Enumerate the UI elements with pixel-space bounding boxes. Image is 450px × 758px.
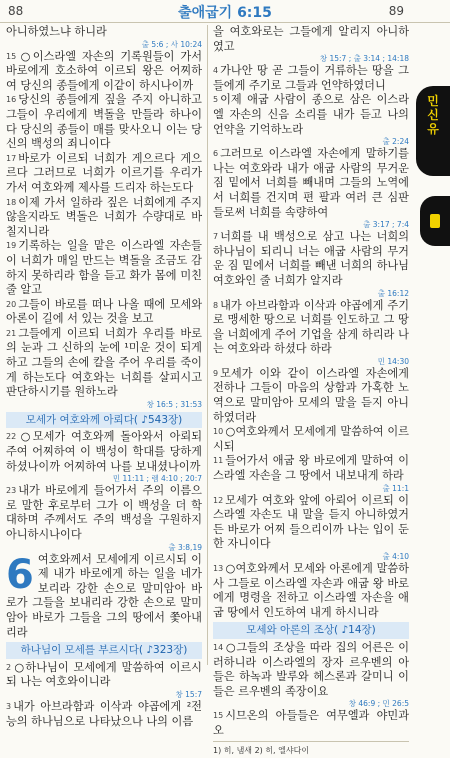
- verse-text: ○이스라엘 자손의 기록원들이 가서 바로에게 호소하여 이르되 왕은 어찌하여 당신의 종들에게 이같이 하시나이까: [6, 49, 202, 92]
- cross-reference: 출 3:17 ; 7:4: [363, 220, 409, 230]
- cross-reference: 출 16:12: [377, 288, 409, 298]
- footnote: 1) 히, 냄새 2) 히, 엘샤다이: [213, 741, 409, 758]
- verse-number: 22: [6, 432, 17, 442]
- book-index-tab-label: 민신유: [427, 94, 439, 136]
- running-title: 출애굽기 6:15: [178, 5, 272, 21]
- verse-number: 5: [213, 95, 219, 105]
- verse-text: 바로가 이르되 너희가 게으르다 게으르다 그러므로 너희가 이르기를 우리가 가서 여호와께 제사를 드리자 하는도다: [6, 151, 202, 194]
- verse-number: 10: [213, 427, 224, 437]
- verse-number: 19: [6, 241, 17, 251]
- cross-reference: 창 46:9 ; 민 26:5: [348, 699, 409, 709]
- verse-number: 7: [213, 232, 219, 242]
- cross-reference: 출 2:24: [382, 137, 409, 147]
- verse-text: 을 여호와로는 그들에게 알리지 아니하였고: [213, 25, 409, 53]
- verse-text: 그들에게 이르되 너희가 우리를 바로의 눈과 그 신하의 눈에 ¹미운 것이 되게 하고 그들의 손에 칼을 주어 우리를 죽이게 하는도다 여호와는 너희를 살피시고 판단하시기를 원하노라: [6, 326, 202, 399]
- verse-text: ○그들의 조상을 따라 집의 어른은 이러하니라 이스라엘의 장자 르우벤의 아들은 하녹과 발루와 헤스론과 갈미니 이들은 르우벤의 족장이요: [213, 640, 409, 698]
- verse: [213, 709, 409, 738]
- section-heading: 모세가 여호와께 아뢰다( ♪543장): [6, 412, 202, 429]
- verse-text: 아니하였느냐 하니라: [6, 25, 107, 38]
- verse-text: 그들이 바로를 떠나 나올 때에 모세와 아론이 길에 서 있는 것을 보고: [6, 297, 202, 326]
- cross-reference: 출 4:10: [382, 552, 409, 561]
- verse: [213, 641, 409, 699]
- verse-number: 8: [213, 300, 219, 310]
- cross-reference: 출 3:8,19: [168, 542, 202, 552]
- column-divider: [207, 25, 208, 665]
- verse: [213, 299, 409, 357]
- chapter-number: 6: [6, 551, 34, 598]
- verse-number: 12: [213, 495, 224, 505]
- verse-text: 내가 아브라함과 이삭과 야곱에게 주기로 맹세한 땅으로 너희를 인도하고 그 땅을 너희에게 주어 기업을 삼게 하리라 나는 여호와라 하셨다 하라: [213, 298, 409, 356]
- verse: [213, 562, 409, 620]
- verse-text: 내가 아브라함과 이삭과 야곱에게 ²전능의 하나님으로 나타났으나 나의 이름: [6, 699, 202, 728]
- verse-number: 2: [6, 662, 12, 672]
- verse-text: 이제 가서 일하라 짚은 너희에게 주지 않을지라도 벽돌은 너희가 수량대로 바칠지니라: [6, 195, 202, 238]
- verse: [6, 298, 202, 327]
- verse: [6, 152, 202, 196]
- book-index-tab[interactable]: [416, 86, 450, 176]
- cross-reference: 출 11:1: [382, 483, 409, 493]
- left-page-number: 88: [8, 4, 24, 18]
- verse-text: 모세가 이와 같이 이스라엘 자손에게 전하나 그들이 마음의 상함과 가혹한 노역으로 말미암아 모세의 말을 듣지 아니하였더라: [213, 366, 409, 424]
- verse-number: 21: [6, 328, 17, 338]
- verse: [213, 64, 409, 93]
- verse: [213, 425, 409, 454]
- verse-text: ○모세가 여호와께 돌아와서 아뢰되 주여 어찌하여 이 백성이 학대를 당하게 하셨나이까 어찌하여 나를 보내셨나이까: [6, 430, 202, 473]
- verse-number: 13: [213, 564, 224, 573]
- section-heading: 모세와 아론의 조상( ♪14장): [213, 622, 409, 639]
- verse-text: 가나안 땅 곧 그들이 거류하는 땅을 그들에게 주기로 그들과 언약하였더니: [213, 64, 409, 92]
- verse-number: 15: [213, 711, 224, 721]
- verse-text: 당신의 종들에게 짚을 주지 아니하고 그들이 우리에게 벽돌을 만들라 하나이다 당신의 종들이 매를 맞사오니 이는 당신의 백성의 죄니이다: [6, 93, 202, 151]
- verse-text: 시므온의 아들들은 여무엘과 야민과 오: [213, 709, 409, 737]
- verse-number: 14: [213, 642, 224, 652]
- verse-number: 4: [213, 66, 219, 76]
- verse: [213, 494, 409, 552]
- verse: [213, 147, 409, 220]
- verse: [6, 93, 202, 151]
- verse: [213, 230, 409, 288]
- cross-reference: 창 15:7: [175, 689, 202, 699]
- verse: [213, 25, 409, 54]
- verse-text: ○하나님이 모세에게 말씀하여 이르시되 나는 여호와이니라: [6, 660, 202, 689]
- verse: [6, 700, 202, 729]
- verse-text: 여호와께서 모세에게 이르시되 이제 내가 바로에게 하는 일을 네가 보리라 강한 손으로 말미암아 바로가 그들을 보내리라 강한 손으로 말미암아 바로가 그들을 그의 땅에서 쫓아내리라: [6, 552, 202, 639]
- verse-number: 23: [6, 486, 17, 496]
- verse-text: 모세가 여호와 앞에 아뢰어 이르되 이스라엘 자손도 내 말을 듣지 아니하였거든 바로가 어찌 들으리이까 나는 입이 둔한 자니이다: [213, 493, 409, 551]
- section-heading: 하나님이 모세를 부르시다( ♪323장): [6, 642, 202, 659]
- cross-reference: 창 15:7 ; 출 3:14 ; 14:18: [319, 54, 409, 64]
- verse-number: 18: [6, 197, 17, 207]
- page-header: [0, 0, 450, 23]
- right-page-number: 89: [388, 4, 404, 18]
- verse-number: 11: [213, 456, 224, 466]
- left-column: [6, 25, 202, 729]
- verse-number: 16: [6, 95, 17, 105]
- tab-marker-icon: [430, 214, 440, 228]
- verse: [6, 484, 202, 542]
- verse: [6, 553, 202, 641]
- verse-text: ○여호와께서 모세와 아론에게 말씀하사 그들로 이스라엘 자손과 애굽 왕 바로에게 명령을 전하고 이스라엘 자손을 애굽 땅에서 인도하여 내게 하시니라: [213, 562, 409, 619]
- verse: [6, 661, 202, 690]
- secondary-index-tab[interactable]: [420, 196, 450, 246]
- verse: [213, 367, 409, 425]
- verse: [213, 93, 409, 137]
- verse-number: 3: [6, 701, 12, 711]
- cross-reference: 창 16:5 ; 31:53: [146, 399, 202, 409]
- verse-number: 9: [213, 368, 219, 378]
- right-column: [213, 25, 409, 758]
- cross-reference: 출 5:6 ; 사 10:24: [141, 39, 202, 49]
- verse: [6, 196, 202, 240]
- verse: [6, 239, 202, 297]
- cross-reference: 민 11:11 ; 렘 4:10 ; 20:7: [112, 474, 202, 484]
- verse-text: 기록하는 일을 맡은 이스라엘 자손들이 너희가 매일 만드는 벽돌을 조금도 감하지 못하리라 함을 듣고 화가 몸에 미친 줄 알고: [6, 239, 202, 297]
- verse-text: 내가 바로에게 들어가서 주의 이름으로 말한 후로부터 그가 이 백성을 더 학대하며 주께서도 주의 백성을 구원하지 아니하시나이다: [6, 484, 202, 541]
- verse-number: 20: [6, 299, 17, 309]
- verse-number: 15: [6, 51, 17, 61]
- verse-text: 이제 애굽 사람이 종으로 삼은 이스라엘 자손의 신음 소리를 내가 듣고 나의 언약을 기억하노라: [213, 93, 409, 136]
- verse-number: 17: [6, 153, 17, 163]
- verse-text: 너희를 내 백성으로 삼고 나는 너희의 하나님이 되리니 너는 애굽 사람의 무거운 짐 밑에서 너희를 빼낸 너희의 하나님 여호와인 줄 너희가 알지라: [213, 230, 409, 287]
- verse: [6, 25, 202, 40]
- verse: [213, 454, 409, 483]
- verse-text: 들어가서 애굽 왕 바로에게 말하여 이스라엘 자손을 그 땅에서 내보내게 하라: [213, 454, 409, 483]
- verse: [6, 50, 202, 94]
- verse: [6, 430, 202, 474]
- verse-number: 6: [213, 149, 219, 159]
- verse-text: 그러므로 이스라엘 자손에게 말하기를 나는 여호와라 내가 애굽 사람의 무거운 짐 밑에서 너희를 빼내며 그들의 노역에서 너희를 건지며 편 팔과 여러 큰 심판들로써 너희를 속량하여: [213, 147, 409, 219]
- verse-text: ○여호와께서 모세에게 말씀하여 이르시되: [213, 425, 409, 453]
- cross-reference: 민 14:30: [377, 356, 409, 366]
- verse: [6, 327, 202, 400]
